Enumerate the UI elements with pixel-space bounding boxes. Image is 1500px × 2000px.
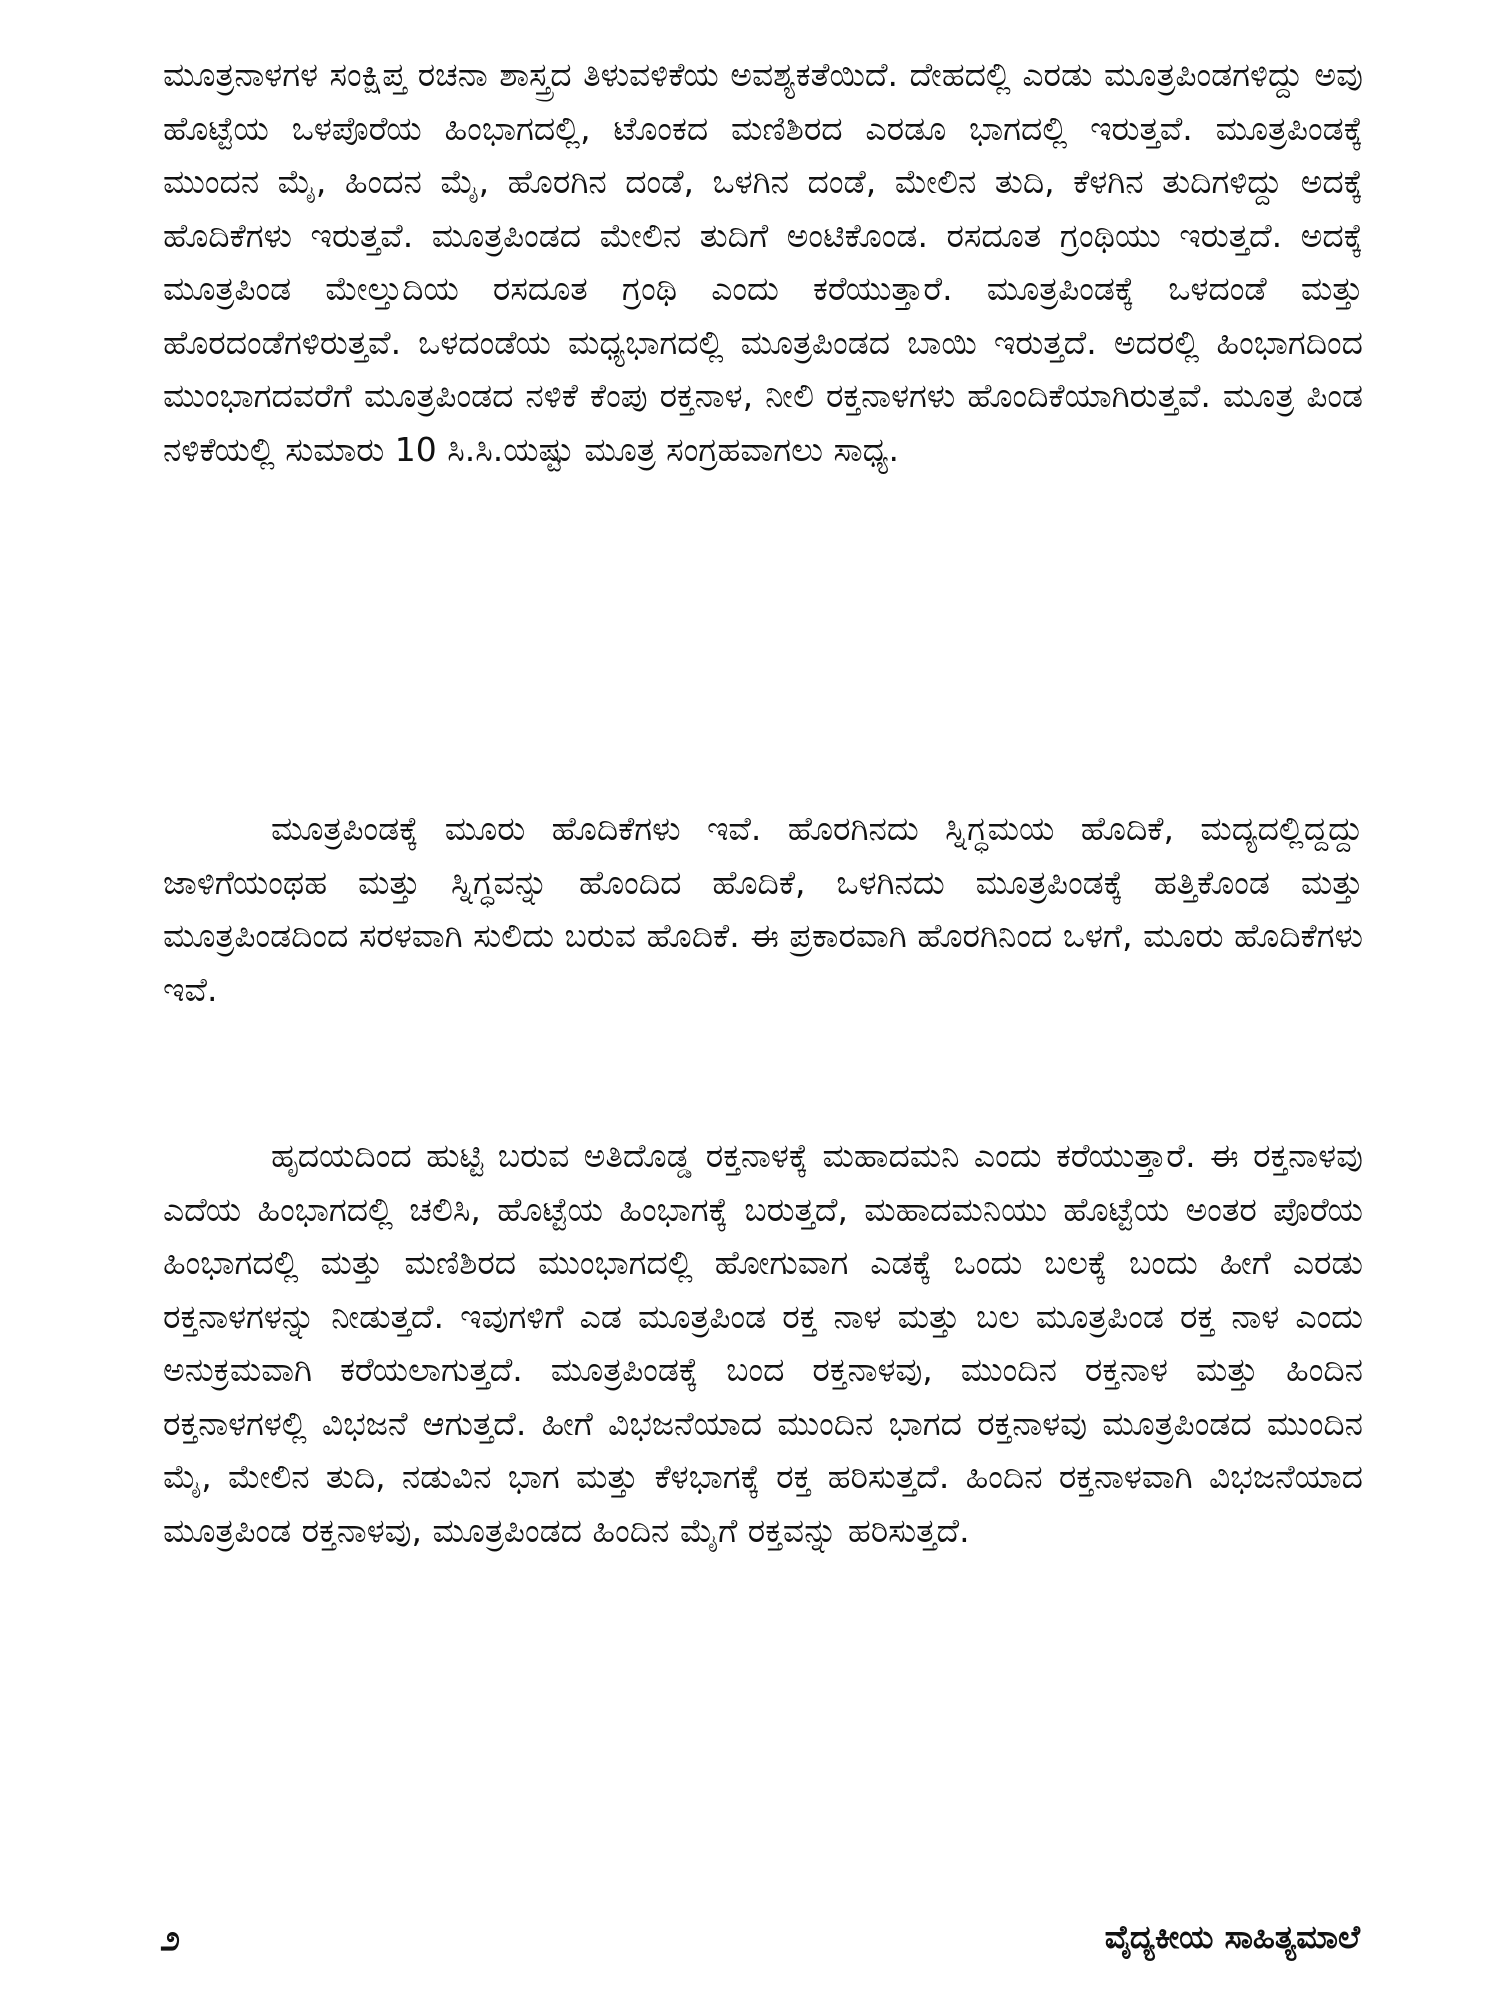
paragraph-blood-supply: ಹೃದಯದಿಂದ ಹುಟ್ಟಿ ಬರುವ ಅತಿದೊಡ್ಡ ರಕ್ತನಾಳಕ್ಕೆ ಮಹಾದಮನಿ ಎಂದು ಕರೆಯುತ್ತಾರೆ. ಈ ರಕ್ತನಾಳವು ಎದೆಯ ಹಿಂಭಾಗದಲ್ಲಿ ಚಲಿಸಿ, ಹೊಟ್ಟೆಯ ಹಿಂಭಾಗಕ್ಕೆ ಬರುತ್ತದೆ, ಮಹಾದಮನಿಯು ಹೊಟ್ಟೆಯ ಅಂತರ ಪೊರೆಯ ಹಿಂಭಾಗದಲ್ಲಿ ಮತ್ತು ಮಣಿಶಿರದ ಮುಂಭಾಗದಲ್ಲಿ ಹೋಗುವಾಗ ಎಡಕ್ಕೆ ಒಂದು ಬಲಕ್ಕೆ ಬಂದು ಹೀಗೆ ಎರಡು ರಕ್ತನಾಳಗಳನ್ನು ನೀಡುತ್ತದೆ. ಇವುಗಳಿಗೆ ಎಡ ಮೂತ್ರಪಿಂಡ ರಕ್ತ ನಾಳ ಮತ್ತು ಬಲ ಮೂತ್ರಪಿಂಡ ರಕ್ತ ನಾಳ ಎಂದು ಅನುಕ್ರಮವಾಗಿ ಕರೆಯಲಾಗುತ್ತದೆ. ಮೂತ್ರಪಿಂಡಕ್ಕೆ ಬಂದ ರಕ್ತನಾಳವು, ಮುಂದಿನ ರಕ್ತನಾಳ ಮತ್ತು ಹಿಂದಿನ ರಕ್ತನಾಳಗಳಲ್ಲಿ ವಿಭಜನೆ ಆಗುತ್ತದೆ. ಹೀಗೆ ವಿಭಜನೆಯಾದ ಮುಂದಿನ ಭಾಗದ ರಕ್ತನಾಳವು ಮೂತ್ರಪಿಂಡದ ಮುಂದಿನ ಮೈ, ಮೇಲಿನ ತುದಿ, ನಡುವಿನ ಭಾಗ ಮತ್ತು ಕೆಳಭಾಗಕ್ಕೆ ರಕ್ತ ಹರಿಸುತ್ತದೆ. ಹಿಂದಿನ ರಕ್ತನಾಳವಾಗಿ ವಿಭಜನೆಯಾದ ಮೂತ್ರಪಿಂಡ ರಕ್ತನಾಳವು, ಮೂತ್ರಪಿಂಡದ ಹಿಂದಿನ ಮೈಗೆ ರಕ್ತವನ್ನು ಹರಿಸುತ್ತದೆ. [163,1136,1363,1550]
page-number: ೨ [160,1918,181,1959]
book-title: ವೈದ್ಯಕೀಯ ಸಾಹಿತ್ಯಮಾಲೆ [1104,1918,1360,1956]
page-footer [160,1918,1360,1968]
paragraph-kidney-coverings: ಮೂತ್ರಪಿಂಡಕ್ಕೆ ಮೂರು ಹೊದಿಕೆಗಳು ಇವೆ. ಹೊರಗಿನದು ಸ್ನಿಗ್ಧಮಯ ಹೊದಿಕೆ, ಮದ್ಯದಲ್ಲಿದ್ದದ್ದು ಜಾಳಿಗೆಯಂಥಹ ಮತ್ತು ಸ್ನಿಗ್ಧವನ್ನು ಹೊಂದಿದ ಹೊದಿಕೆ, ಒಳಗಿನದು ಮೂತ್ರಪಿಂಡಕ್ಕೆ ಹತ್ತಿಕೊಂಡ ಮತ್ತು ಮೂತ್ರಪಿಂಡದಿಂದ ಸರಳವಾಗಿ ಸುಲಿದು ಬರುವ ಹೊದಿಕೆ. ಈ ಪ್ರಕಾರವಾಗಿ ಹೊರಗಿನಿಂದ ಒಳಗೆ, ಮೂರು ಹೊದಿಕೆಗಳು ಇವೆ. [163,809,1363,1009]
paragraph-kidney-anatomy: ಮೂತ್ರನಾಳಗಳ ಸಂಕ್ಷಿಪ್ತ ರಚನಾ ಶಾಸ್ತ್ರದ ತಿಳುವಳಿಕೆಯ ಅವಶ್ಯಕತೆಯಿದೆ. ದೇಹದಲ್ಲಿ ಎರಡು ಮೂತ್ರಪಿಂಡಗಳಿದ್ದು ಅವು ಹೊಟ್ಟೆಯ ಒಳಪೊರೆಯ ಹಿಂಭಾಗದಲ್ಲಿ, ಟೊಂಕದ ಮಣಿಶಿರದ ಎರಡೂ ಭಾಗದಲ್ಲಿ ಇರುತ್ತವೆ. ಮೂತ್ರಪಿಂಡಕ್ಕೆ ಮುಂದನ ಮೈ, ಹಿಂದನ ಮೈ, ಹೊರಗಿನ ದಂಡೆ, ಒಳಗಿನ ದಂಡೆ, ಮೇಲಿನ ತುದಿ, ಕೆಳಗಿನ ತುದಿಗಳಿದ್ದು ಅದಕ್ಕೆ ಹೊದಿಕೆಗಳು ಇರುತ್ತವೆ. ಮೂತ್ರಪಿಂಡದ ಮೇಲಿನ ತುದಿಗೆ ಅಂಟಿಕೊಂಡ. ರಸದೂತ ಗ್ರಂಥಿಯು ಇರುತ್ತದೆ. ಅದಕ್ಕೆ ಮೂತ್ರಪಿಂಡ ಮೇಲ್ತುದಿಯ ರಸದೂತ ಗ್ರಂಥಿ ಎಂದು ಕರೆಯುತ್ತಾರೆ. ಮೂತ್ರಪಿಂಡಕ್ಕೆ ಒಳದಂಡೆ ಮತ್ತು ಹೊರದಂಡೆಗಳಿರುತ್ತವೆ. ಒಳದಂಡೆಯ ಮಧ್ಯಭಾಗದಲ್ಲಿ ಮೂತ್ರಪಿಂಡದ ಬಾಯಿ ಇರುತ್ತದೆ. ಅದರಲ್ಲಿ ಹಿಂಭಾಗದಿಂದ ಮುಂಭಾಗದವರೆಗೆ ಮೂತ್ರಪಿಂಡದ ನಳಿಕೆ ಕೆಂಪು ರಕ್ತನಾಳ, ನೀಲಿ ರಕ್ತನಾಳಗಳು ಹೊಂದಿಕೆಯಾಗಿರುತ್ತವೆ. ಮೂತ್ರ ಪಿಂಡ ನಳಿಕೆಯಲ್ಲಿ ಸುಮಾರು 10 ಸಿ.ಸಿ.ಯಷ್ಟು ಮೂತ್ರ ಸಂಗ್ರಹವಾಗಲು ಸಾಧ್ಯ. [163,55,1363,469]
